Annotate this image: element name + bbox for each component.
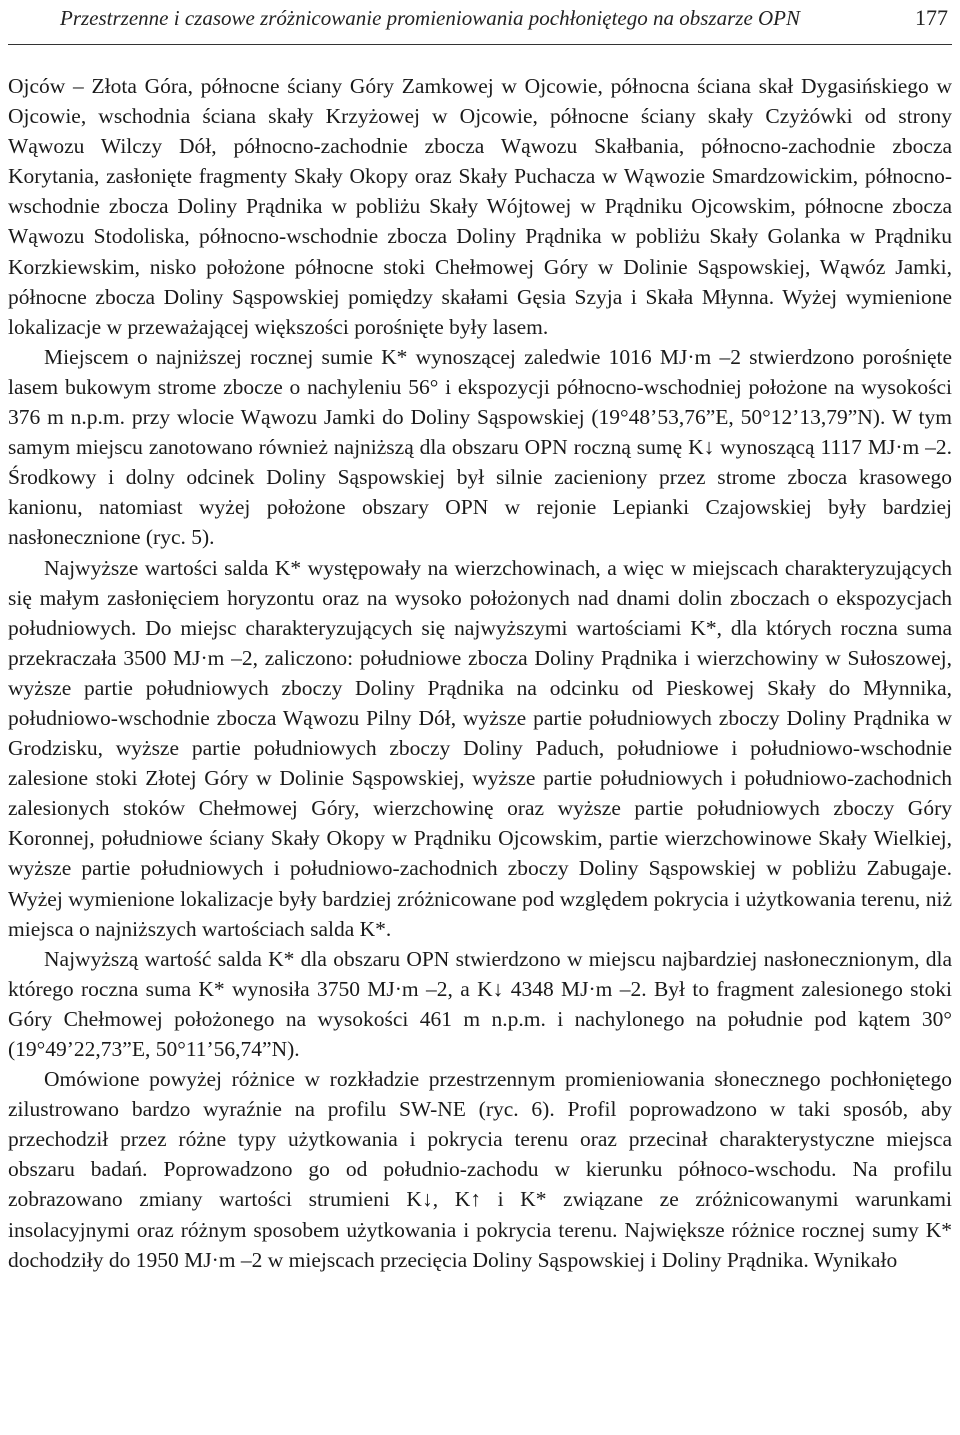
paragraph-highest-values: Najwyższe wartości salda K* występowały na wierzchowinach, a więc w miejscach charakteryzujących się małym zasłonięciem horyzontu oraz na wysoko położonych nad dnami dolin zboczach o ekspozycjach południowych. Do miejsc charakteryzujących się najwyższymi wartościami K*, dla których roczna suma przekraczała 3500 MJ·m –2, zaliczono: południowe zbocza Doliny Prądnika i wierzchowiny w Sułoszowej, wyższe partie południowych zboczy Doliny Prądnika na odcinku od Pieskowej Skały do Młynnika, południowo-wschodnie zbocza Wąwozu Pilny Dół, wyższe partie południowych zboczy Doliny Prądnika w Grodzisku, wyższe partie południowych zboczy Doliny Paduch, południowe i południowo-wschodnie zalesione stoki Złotej Góry w Dolinie Sąspowskiej, wyższe partie południowych i południowo-zachodnich zalesionych stoków Chełmowej Góry, wierzchowinę oraz wyższe partie południowych zboczy Góry Koronnej, południowe ściany Skały Okopy w Prądniku Ojcowskim, partie wierzchowinowe Skały Wielkiej, wyższe partie południowych i południowo-zachodnich zboczy Doliny Sąspowskiej w pobliżu Zabugaje. Wyżej wymienione lokalizacje były bardziej zróżnicowane pod względem pokrycia i użytkowania terenu, niż miejsca o najniższych wartościach salda K*. [8, 555, 952, 941]
paragraph-locations: Ojców – Złota Góra, północne ściany Góry Zamkowej w Ojcowie, północna ściana skał Dygasińskiego w Ojcowie, wschodnia ściana skały Krzyżowej w Ojcowie, północne ściany skały Czyżówki od strony Wąwozu Wilczy Dół, północno-zachodnie zbocza Wąwozu Skałbania, północno-zachodnie zbocza Korytania, zasłonięte fragmenty Skały Okopy oraz Skały Puchacza w Wąwozie Smardzowickim, północno-wschodnie zbocza Doliny Prądnika w pobliżu Skały Wójtowej w Prądniku Ojcowskim, północne zbocza Wąwozu Stodoliska, północno-wschodnie zbocza Doliny Prądnika w pobliżu Skały Golanka w Prądniku Korzkiewskim, nisko położone północne stoki Chełmowej Góry w Dolinie Sąspowskiej, Wąwóz Jamki, północne zbocza Doliny Sąspowskiej pomiędzy skałami Gęsia Szyja i Skała Młynna. Wyżej wymienione lokalizacje w przeważającej większości porośnięte były lasem. [8, 74, 952, 339]
paragraph-profile: Omówione powyżej różnice w rozkładzie przestrzennym promieniowania słonecznego pochłoniętego zilustrowano bardzo wyraźnie na profilu SW-NE (ryc. 6). Profil poprowadzono w taki sposób, aby przechodził przez różne typy użytkowania i pokrycia terenu oraz przecinał charakterystyczne miejsca obszaru badań. Poprowadzono go od południo-zachodu w kierunku północo-wschodu. Na profilu zobrazowano zmiany wartości strumieni K↓, K↑ i K* związane ze zróżnicowanymi warunkami insolacyjnymi oraz różnym sposobem użytkowania i pokrycia terenu. Największe różnice rocznej sumy K* dochodziły do 1950 MJ·m –2 w miejscach przecięcia Doliny Sąspowskiej i Doliny Prądnika. Wynikało [8, 1067, 952, 1272]
document-page [8, 0, 952, 1275]
paragraph-maximum: Najwyższą wartość salda K* dla obszaru OPN stwierdzono w miejscu najbardziej nasłonecznionym, dla którego roczna suma K* wynosiła 3750 MJ·m –2, a K↓ 4348 MJ·m –2. Był to fragment zalesionego stoki Góry Chełmowej położonego na wysokości 461 m n.p.m. i nachylonego na południe pod kątem 30° (19°49’22,73”E, 50°11’56,74”N). [8, 946, 952, 1061]
page-number: 177 [915, 5, 948, 30]
running-header [8, 0, 952, 45]
body-text [8, 71, 952, 1275]
running-title: Przestrzenne i czasowe zróżnicowanie promieniowania pochłoniętego na obszarze OPN [60, 6, 801, 30]
paragraph-lowest-value: Miejscem o najniższej rocznej sumie K* wynoszącej zaledwie 1016 MJ·m –2 stwierdzono porośnięte lasem bukowym strome zbocze o nachyleniu 56° i ekspozycji północno-wschodniej położone na wysokości 376 m n.p.m. przy wlocie Wąwozu Jamki do Doliny Sąspowskiej (19°48’53,76”E, 50°12’13,79”N). W tym samym miejscu zanotowano również najniższą dla obszaru OPN roczną sumę K↓ wynoszącą 1117 MJ·m –2. Środkowy i dolny odcinek Doliny Sąspowskiej był silnie zacieniony przez strome zbocza krasowego kanionu, natomiast wyżej położone obszary OPN w rejonie Lepianki Czajowskiej były bardziej nasłonecznione (ryc. 5). [8, 344, 952, 550]
